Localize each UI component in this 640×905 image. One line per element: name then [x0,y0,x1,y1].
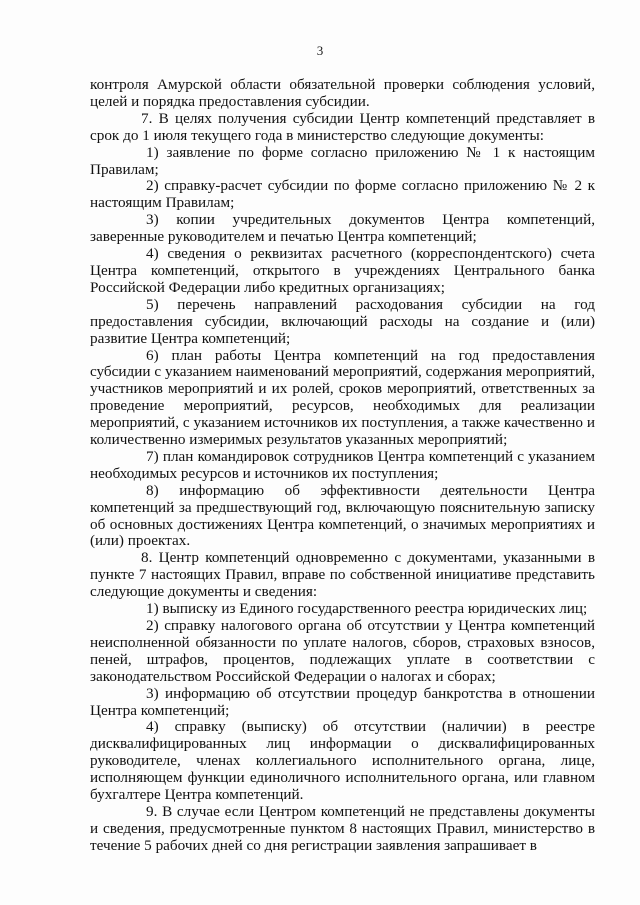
paragraph: 8) информацию об эффективности деятельности Центра компетенций за предшествующий год, включающую пояснительную записку об основных достижениях Центра компетенций, о значимых мероприятиях и (или) проектах. [90,481,595,550]
document-body [90,77,595,855]
paragraph: 3) копии учредительных документов Центра компетенций, заверенные руководителем и печатью Центра компетенций; [90,211,595,246]
page-number: 3 [316,43,324,58]
paragraph: 2) справку налогового органа об отсутствии у Центра компетенций неисполненной обязанности по уплате налогов, сборов, страховых взносов, пеней, штрафов, процентов, подлежащих уплате в соответствии с законодательством Российской Федерации о налогах и сборах; [90,617,595,685]
paragraph: 7. В целях получения субсидии Центр компетенций представляет в срок до 1 июля текущего года в министерство следующие документы: [90,109,595,144]
paragraph: 6) план работы Центра компетенций на год предоставления субсидии с указанием наименований мероприятий, содержания мероприятий, участников мероприятий и их ролей, сроков мероприятий, ответственных за проведение мероприятий, ресурсов, необходимых для реализации мероприятий, с указанием источников их поступления, а также качественно и количественно измеримых результатов указанных мероприятий; [90,346,595,449]
paragraph: 1) заявление по форме согласно приложению № 1 к настоящим Правилам; [90,143,595,178]
paragraph: контроля Амурской области обязательной проверки соблюдения условий, целей и порядка предоставления субсидии. [90,76,595,110]
paragraph: 1) выписку из Единого государственного реестра юридических лиц; [146,600,588,618]
paragraph: 3) информацию об отсутствии процедур банкротства в отношении Центра компетенций; [90,684,595,719]
paragraph: 4) сведения о реквизитах расчетного (корреспондентского) счета Центра компетенций, открытого в учреждениях Центрального банка Российской Федерации либо кредитных организациях; [90,245,595,296]
paragraph: 7) план командировок сотрудников Центра компетенций с указанием необходимых ресурсов и источников их поступления; [90,447,595,482]
paragraph: 4) справку (выписку) об отсутствии (наличии) в реестре дисквалифицированных лиц информации о дисквалифицированных руководителе, членах коллегиального исполнительного органа, лице, исполняющем функции единоличного исполнительного органа, или главном бухгалтере Центра компетенций. [90,718,595,804]
paragraph: 9. В случае если Центром компетенций не представлены документы и сведения, предусмотренные пунктом 8 настоящих Правил, министерство в течение 5 рабочих дней со дня регистрации заявления запрашивает в [90,802,595,854]
paragraph: 8. Центр компетенций одновременно с документами, указанными в пункте 7 настоящих Правил, вправе по собственной инициативе представить следующие документы и сведения: [90,549,595,601]
paragraph: 2) справку-расчет субсидии по форме согласно приложению № 2 к настоящим Правилам; [90,177,595,212]
paragraph: 5) перечень направлений расходования субсидии на год предоставления субсидии, включающий расходы на создание и (или) развитие Центра компетенций; [90,295,595,347]
